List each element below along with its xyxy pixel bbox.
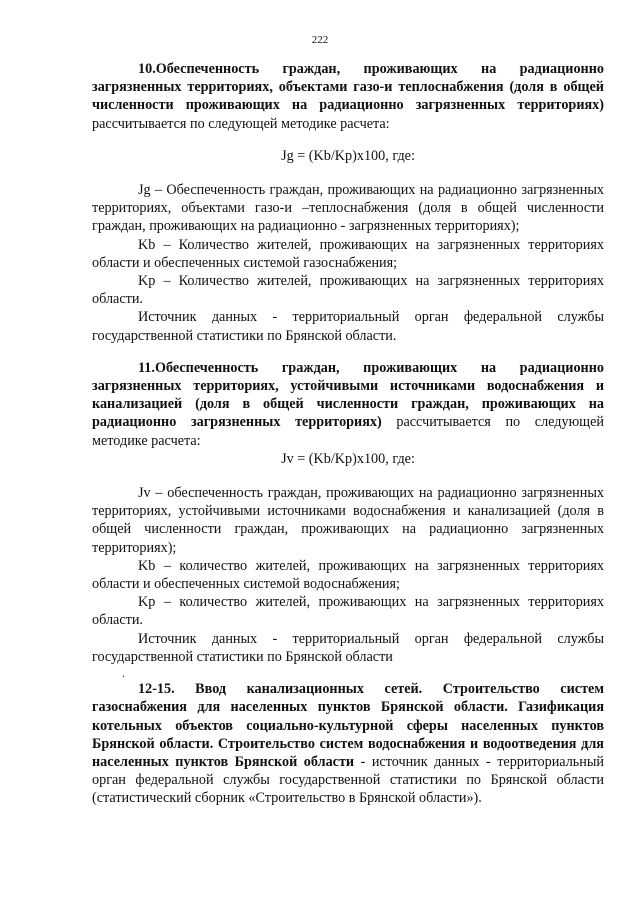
definition-kp-water: Kp – количество жителей, проживающих на загрязненных территориях области. (92, 594, 604, 629)
section-10-method: рассчитывается по следующей методике расчета: (92, 115, 390, 132)
definition-kb-gas: Kb – Количество жителей, проживающих на загрязненных территориях области и обеспеченных системой газоснабжения; (92, 236, 604, 271)
section-11-heading (92, 359, 604, 450)
definition-kb-water: Kb – количество жителей, проживающих на загрязненных территориях области и обеспеченных системой водоснабжения; (92, 557, 604, 593)
page-number: 222 (311, 34, 329, 46)
definition-jv: Jv – обеспеченность граждан, проживающих на радиационно загрязненных территориях, устойчивыми источниками водоснабжения и канализацией (доля в общей численности граждан, проживающих на радиационно загрязненных территориях); (92, 485, 604, 556)
stray-mark (92, 666, 604, 680)
formula-jg: Jg = (Kb/Kp)x100, где: (281, 147, 415, 164)
section-11-title: 11.Обеспеченность граждан, проживающих на радиационно загрязненных территориях, устойчивыми источниками водоснабжения и канализацией (доля в общей численности граждан, проживающих на радиационно загрязненных территориях) (92, 359, 604, 431)
section-12-15-source: - источник данных - территориальный орган федеральной службы государственной статистики по Брянской области (статистический сборник «Строительство в Брянской области»). (92, 753, 604, 807)
definition-jg: Jg – Обеспеченность граждан, проживающих на радиационно загрязненных территориях, объектами газо-и –теплоснабжения (доля в общей численности граждан, проживающих на радиационно - загрязненных территориях); (92, 182, 604, 235)
section-12-15-heading (92, 680, 604, 807)
section-12-15-title: 12-15. Ввод канализационных сетей. Строительство систем газоснабжения для населенных пунктов Брянской области. Газификация котельных объектов социально-культурной сферы населенных пунктов Брянской области. Строительство систем водоснабжения и водоотведения для населенных пунктов Брянской области (92, 681, 604, 770)
section-11-method: рассчитывается по следующей методике расчета: (92, 414, 604, 449)
section-10-title: 10.Обеспеченность граждан, проживающих на радиационно загрязненных территориях, объектами газо-и теплоснабжения (доля в общей численности проживающих на радиационно загрязненных территориях) (92, 61, 604, 114)
formula-jv: Jv = (Kb/Kp)x100, где: (281, 450, 415, 467)
source-section-10: Источник данных - территориальный орган федеральной службы государственной статистики по Брянской области. (92, 309, 604, 344)
source-section-11: Источник данных - территориальный орган федеральной службы государственной статистики по Брянской области (92, 630, 604, 665)
definition-kp-gas: Kp – Количество жителей, проживающих на загрязненных территориях области. (92, 273, 604, 308)
section-10-heading (92, 60, 604, 133)
document-body (92, 60, 604, 808)
stray-dot: . (122, 666, 125, 681)
